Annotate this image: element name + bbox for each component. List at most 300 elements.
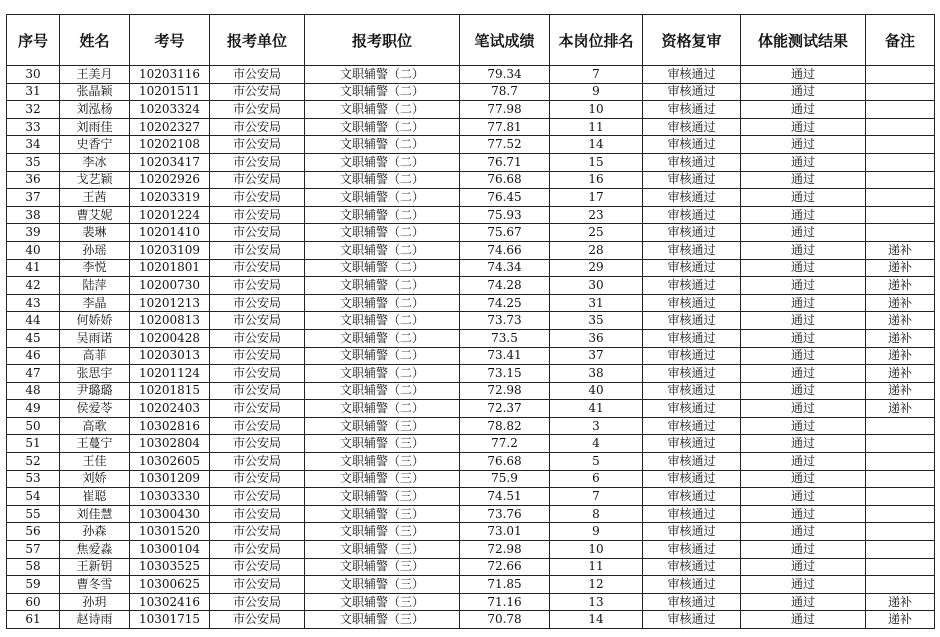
cell-written-score: 74.25 — [460, 294, 550, 312]
cell-seq: 54 — [7, 488, 60, 506]
cell-seq: 53 — [7, 470, 60, 488]
cell-written-score: 74.51 — [460, 488, 550, 506]
cell-name: 孙玥 — [60, 593, 130, 611]
cell-unit: 市公安局 — [210, 118, 305, 136]
cell-name: 曹冬雪 — [60, 576, 130, 594]
cell-written-score: 77.2 — [460, 435, 550, 453]
cell-qualification-review: 审核通过 — [643, 294, 741, 312]
cell-remarks — [866, 558, 935, 576]
cell-qualification-review: 审核通过 — [643, 541, 741, 559]
cell-fitness-result: 通过 — [741, 347, 866, 365]
cell-seq: 34 — [7, 136, 60, 154]
cell-remarks — [866, 83, 935, 101]
cell-written-score: 76.71 — [460, 153, 550, 171]
cell-fitness-result: 通过 — [741, 400, 866, 418]
cell-exam-id: 10202403 — [130, 400, 210, 418]
cell-unit: 市公安局 — [210, 66, 305, 84]
cell-unit: 市公安局 — [210, 101, 305, 119]
cell-unit: 市公安局 — [210, 329, 305, 347]
cell-fitness-result: 通过 — [741, 259, 866, 277]
cell-position: 文职辅警（三） — [305, 488, 460, 506]
cell-unit: 市公安局 — [210, 241, 305, 259]
cell-rank: 4 — [550, 435, 643, 453]
table-row — [7, 136, 935, 154]
cell-qualification-review: 审核通过 — [643, 312, 741, 330]
cell-position: 文职辅警（三） — [305, 435, 460, 453]
cell-qualification-review: 审核通过 — [643, 611, 741, 629]
cell-qualification-review: 审核通过 — [643, 241, 741, 259]
cell-position: 文职辅警（二） — [305, 329, 460, 347]
cell-position: 文职辅警（三） — [305, 576, 460, 594]
cell-seq: 45 — [7, 329, 60, 347]
table-row — [7, 523, 935, 541]
cell-fitness-result: 通过 — [741, 541, 866, 559]
table-row — [7, 488, 935, 506]
table-row — [7, 505, 935, 523]
cell-rank: 11 — [550, 558, 643, 576]
cell-fitness-result: 通过 — [741, 505, 866, 523]
cell-rank: 14 — [550, 611, 643, 629]
cell-qualification-review: 审核通过 — [643, 470, 741, 488]
header-remarks: 备注 — [866, 15, 935, 66]
cell-remarks: 递补 — [866, 294, 935, 312]
cell-remarks — [866, 118, 935, 136]
cell-fitness-result: 通过 — [741, 206, 866, 224]
table-row — [7, 241, 935, 259]
cell-written-score: 73.01 — [460, 523, 550, 541]
table-row — [7, 101, 935, 119]
cell-exam-id: 10201511 — [130, 83, 210, 101]
cell-position: 文职辅警（二） — [305, 277, 460, 295]
table-row — [7, 576, 935, 594]
cell-written-score: 72.98 — [460, 541, 550, 559]
table-body — [7, 66, 935, 629]
cell-seq: 31 — [7, 83, 60, 101]
candidate-roster-table — [6, 14, 935, 629]
table-row — [7, 329, 935, 347]
cell-fitness-result: 通过 — [741, 417, 866, 435]
cell-exam-id: 10201213 — [130, 294, 210, 312]
cell-unit: 市公安局 — [210, 206, 305, 224]
cell-name: 刘娇 — [60, 470, 130, 488]
cell-remarks: 递补 — [866, 400, 935, 418]
cell-unit: 市公安局 — [210, 611, 305, 629]
cell-seq: 50 — [7, 417, 60, 435]
cell-exam-id: 10300430 — [130, 505, 210, 523]
cell-rank: 10 — [550, 541, 643, 559]
cell-qualification-review: 审核通过 — [643, 66, 741, 84]
cell-remarks: 递补 — [866, 329, 935, 347]
cell-remarks — [866, 66, 935, 84]
header-qualification-review: 资格复审 — [643, 15, 741, 66]
table-row — [7, 382, 935, 400]
cell-unit: 市公安局 — [210, 435, 305, 453]
cell-seq: 36 — [7, 171, 60, 189]
cell-fitness-result: 通过 — [741, 523, 866, 541]
cell-seq: 49 — [7, 400, 60, 418]
cell-rank: 40 — [550, 382, 643, 400]
cell-position: 文职辅警（三） — [305, 558, 460, 576]
cell-position: 文职辅警（三） — [305, 505, 460, 523]
header-fitness-result: 体能测试结果 — [741, 15, 866, 66]
cell-position: 文职辅警（二） — [305, 365, 460, 383]
cell-position: 文职辅警（二） — [305, 206, 460, 224]
cell-name: 裴琳 — [60, 224, 130, 242]
cell-rank: 3 — [550, 417, 643, 435]
cell-unit: 市公安局 — [210, 224, 305, 242]
cell-remarks: 递补 — [866, 593, 935, 611]
cell-fitness-result: 通过 — [741, 171, 866, 189]
cell-position: 文职辅警（二） — [305, 171, 460, 189]
cell-rank: 36 — [550, 329, 643, 347]
cell-name: 焦爱淼 — [60, 541, 130, 559]
cell-rank: 9 — [550, 523, 643, 541]
cell-written-score: 74.66 — [460, 241, 550, 259]
cell-written-score: 75.93 — [460, 206, 550, 224]
cell-unit: 市公安局 — [210, 417, 305, 435]
cell-rank: 8 — [550, 505, 643, 523]
cell-position: 文职辅警（二） — [305, 118, 460, 136]
cell-seq: 43 — [7, 294, 60, 312]
cell-written-score: 74.34 — [460, 259, 550, 277]
cell-unit: 市公安局 — [210, 294, 305, 312]
cell-exam-id: 10303330 — [130, 488, 210, 506]
cell-remarks — [866, 453, 935, 471]
cell-seq: 61 — [7, 611, 60, 629]
cell-written-score: 71.16 — [460, 593, 550, 611]
cell-unit: 市公安局 — [210, 576, 305, 594]
table-row — [7, 593, 935, 611]
cell-unit: 市公安局 — [210, 505, 305, 523]
cell-exam-id: 10301209 — [130, 470, 210, 488]
cell-unit: 市公安局 — [210, 189, 305, 207]
cell-qualification-review: 审核通过 — [643, 136, 741, 154]
cell-position: 文职辅警（三） — [305, 417, 460, 435]
cell-unit: 市公安局 — [210, 453, 305, 471]
cell-qualification-review: 审核通过 — [643, 382, 741, 400]
cell-fitness-result: 通过 — [741, 593, 866, 611]
cell-exam-id: 10201224 — [130, 206, 210, 224]
cell-seq: 58 — [7, 558, 60, 576]
header-written-score: 笔试成绩 — [460, 15, 550, 66]
cell-unit: 市公安局 — [210, 400, 305, 418]
table-row — [7, 189, 935, 207]
cell-rank: 9 — [550, 83, 643, 101]
cell-seq: 35 — [7, 153, 60, 171]
table-row — [7, 611, 935, 629]
cell-exam-id: 10302605 — [130, 453, 210, 471]
cell-written-score: 72.98 — [460, 382, 550, 400]
cell-position: 文职辅警（二） — [305, 101, 460, 119]
cell-position: 文职辅警（二） — [305, 294, 460, 312]
cell-name: 陆萍 — [60, 277, 130, 295]
cell-seq: 52 — [7, 453, 60, 471]
cell-name: 尹璐璐 — [60, 382, 130, 400]
table-row — [7, 365, 935, 383]
cell-seq: 39 — [7, 224, 60, 242]
cell-written-score: 73.73 — [460, 312, 550, 330]
cell-fitness-result: 通过 — [741, 576, 866, 594]
cell-unit: 市公安局 — [210, 83, 305, 101]
cell-remarks: 递补 — [866, 259, 935, 277]
cell-rank: 10 — [550, 101, 643, 119]
cell-exam-id: 10302816 — [130, 417, 210, 435]
cell-rank: 35 — [550, 312, 643, 330]
cell-fitness-result: 通过 — [741, 453, 866, 471]
cell-qualification-review: 审核通过 — [643, 329, 741, 347]
cell-fitness-result: 通过 — [741, 365, 866, 383]
cell-qualification-review: 审核通过 — [643, 453, 741, 471]
cell-position: 文职辅警（二） — [305, 153, 460, 171]
cell-rank: 16 — [550, 171, 643, 189]
cell-position: 文职辅警（二） — [305, 382, 460, 400]
cell-remarks — [866, 488, 935, 506]
cell-fitness-result: 通过 — [741, 277, 866, 295]
table-row — [7, 470, 935, 488]
cell-unit: 市公安局 — [210, 558, 305, 576]
cell-rank: 14 — [550, 136, 643, 154]
cell-written-score: 76.68 — [460, 171, 550, 189]
cell-remarks: 递补 — [866, 347, 935, 365]
cell-fitness-result: 通过 — [741, 189, 866, 207]
cell-exam-id: 10302804 — [130, 435, 210, 453]
cell-fitness-result: 通过 — [741, 118, 866, 136]
cell-written-score: 77.98 — [460, 101, 550, 119]
cell-qualification-review: 审核通过 — [643, 153, 741, 171]
table-row — [7, 83, 935, 101]
cell-remarks — [866, 523, 935, 541]
cell-rank: 13 — [550, 593, 643, 611]
table-row — [7, 558, 935, 576]
cell-fitness-result: 通过 — [741, 294, 866, 312]
cell-name: 孙森 — [60, 523, 130, 541]
cell-written-score: 74.28 — [460, 277, 550, 295]
table-row — [7, 277, 935, 295]
cell-unit: 市公安局 — [210, 136, 305, 154]
header-exam-id: 考号 — [130, 15, 210, 66]
header-seq: 序号 — [7, 15, 60, 66]
cell-seq: 38 — [7, 206, 60, 224]
table-row — [7, 153, 935, 171]
cell-remarks — [866, 541, 935, 559]
cell-rank: 6 — [550, 470, 643, 488]
cell-exam-id: 10203417 — [130, 153, 210, 171]
cell-rank: 38 — [550, 365, 643, 383]
table-row — [7, 206, 935, 224]
cell-seq: 55 — [7, 505, 60, 523]
cell-remarks — [866, 435, 935, 453]
cell-unit: 市公安局 — [210, 347, 305, 365]
cell-fitness-result: 通过 — [741, 83, 866, 101]
cell-fitness-result: 通过 — [741, 488, 866, 506]
cell-position: 文职辅警（三） — [305, 541, 460, 559]
cell-position: 文职辅警（二） — [305, 259, 460, 277]
cell-fitness-result: 通过 — [741, 611, 866, 629]
cell-name: 王美月 — [60, 66, 130, 84]
cell-remarks: 递补 — [866, 312, 935, 330]
cell-written-score: 72.37 — [460, 400, 550, 418]
cell-written-score: 72.66 — [460, 558, 550, 576]
cell-position: 文职辅警（二） — [305, 189, 460, 207]
cell-name: 刘泓杨 — [60, 101, 130, 119]
table-row — [7, 400, 935, 418]
cell-exam-id: 10203319 — [130, 189, 210, 207]
cell-unit: 市公安局 — [210, 365, 305, 383]
cell-qualification-review: 审核通过 — [643, 224, 741, 242]
table-row — [7, 435, 935, 453]
cell-written-score: 75.67 — [460, 224, 550, 242]
cell-qualification-review: 审核通过 — [643, 488, 741, 506]
cell-written-score: 73.5 — [460, 329, 550, 347]
cell-rank: 30 — [550, 277, 643, 295]
table-row — [7, 312, 935, 330]
cell-fitness-result: 通过 — [741, 558, 866, 576]
cell-rank: 17 — [550, 189, 643, 207]
cell-rank: 12 — [550, 576, 643, 594]
cell-qualification-review: 审核通过 — [643, 523, 741, 541]
cell-seq: 42 — [7, 277, 60, 295]
cell-seq: 59 — [7, 576, 60, 594]
cell-qualification-review: 审核通过 — [643, 189, 741, 207]
cell-exam-id: 10201815 — [130, 382, 210, 400]
cell-exam-id: 10201124 — [130, 365, 210, 383]
cell-name: 曹艾妮 — [60, 206, 130, 224]
table-row — [7, 347, 935, 365]
cell-name: 张晶颖 — [60, 83, 130, 101]
cell-remarks — [866, 189, 935, 207]
cell-remarks: 递补 — [866, 241, 935, 259]
cell-remarks — [866, 505, 935, 523]
cell-name: 高歌 — [60, 417, 130, 435]
cell-exam-id: 10200730 — [130, 277, 210, 295]
cell-exam-id: 10203324 — [130, 101, 210, 119]
cell-position: 文职辅警（二） — [305, 400, 460, 418]
cell-exam-id: 10201801 — [130, 259, 210, 277]
cell-seq: 44 — [7, 312, 60, 330]
cell-remarks — [866, 576, 935, 594]
cell-unit: 市公安局 — [210, 277, 305, 295]
cell-fitness-result: 通过 — [741, 329, 866, 347]
cell-remarks — [866, 101, 935, 119]
cell-remarks: 递补 — [866, 382, 935, 400]
cell-name: 李冰 — [60, 153, 130, 171]
cell-qualification-review: 审核通过 — [643, 365, 741, 383]
cell-qualification-review: 审核通过 — [643, 171, 741, 189]
cell-remarks — [866, 470, 935, 488]
cell-rank: 37 — [550, 347, 643, 365]
cell-remarks — [866, 136, 935, 154]
cell-exam-id: 10203013 — [130, 347, 210, 365]
cell-name: 王蔓宁 — [60, 435, 130, 453]
header-unit: 报考单位 — [210, 15, 305, 66]
cell-exam-id: 10202926 — [130, 171, 210, 189]
cell-seq: 48 — [7, 382, 60, 400]
cell-unit: 市公安局 — [210, 470, 305, 488]
cell-position: 文职辅警（三） — [305, 453, 460, 471]
cell-name: 王新钥 — [60, 558, 130, 576]
cell-rank: 7 — [550, 66, 643, 84]
cell-rank: 15 — [550, 153, 643, 171]
cell-qualification-review: 审核通过 — [643, 277, 741, 295]
cell-exam-id: 10301520 — [130, 523, 210, 541]
cell-position: 文职辅警（二） — [305, 312, 460, 330]
table-row — [7, 541, 935, 559]
cell-seq: 40 — [7, 241, 60, 259]
cell-remarks: 递补 — [866, 277, 935, 295]
cell-written-score: 78.7 — [460, 83, 550, 101]
cell-written-score: 73.76 — [460, 505, 550, 523]
cell-unit: 市公安局 — [210, 488, 305, 506]
cell-name: 刘佳慧 — [60, 505, 130, 523]
cell-position: 文职辅警（二） — [305, 241, 460, 259]
cell-seq: 57 — [7, 541, 60, 559]
cell-name: 张思宇 — [60, 365, 130, 383]
cell-seq: 41 — [7, 259, 60, 277]
table-row — [7, 259, 935, 277]
cell-seq: 60 — [7, 593, 60, 611]
cell-unit: 市公安局 — [210, 541, 305, 559]
table-row — [7, 294, 935, 312]
cell-name: 崔聪 — [60, 488, 130, 506]
cell-remarks — [866, 206, 935, 224]
cell-position: 文职辅警（三） — [305, 470, 460, 488]
cell-name: 孙瑶 — [60, 241, 130, 259]
cell-qualification-review: 审核通过 — [643, 417, 741, 435]
table-row — [7, 118, 935, 136]
cell-qualification-review: 审核通过 — [643, 593, 741, 611]
cell-position: 文职辅警（二） — [305, 224, 460, 242]
cell-rank: 31 — [550, 294, 643, 312]
cell-rank: 11 — [550, 118, 643, 136]
cell-exam-id: 10202108 — [130, 136, 210, 154]
cell-qualification-review: 审核通过 — [643, 101, 741, 119]
cell-qualification-review: 审核通过 — [643, 83, 741, 101]
cell-position: 文职辅警（三） — [305, 593, 460, 611]
cell-rank: 41 — [550, 400, 643, 418]
cell-written-score: 79.34 — [460, 66, 550, 84]
cell-rank: 28 — [550, 241, 643, 259]
cell-rank: 29 — [550, 259, 643, 277]
cell-position: 文职辅警（三） — [305, 611, 460, 629]
cell-name: 李悦 — [60, 259, 130, 277]
cell-remarks: 递补 — [866, 611, 935, 629]
cell-remarks: 递补 — [866, 365, 935, 383]
cell-rank: 7 — [550, 488, 643, 506]
header-position: 报考职位 — [305, 15, 460, 66]
cell-exam-id: 10203116 — [130, 66, 210, 84]
cell-unit: 市公安局 — [210, 382, 305, 400]
cell-unit: 市公安局 — [210, 171, 305, 189]
cell-qualification-review: 审核通过 — [643, 347, 741, 365]
cell-name: 史香宁 — [60, 136, 130, 154]
cell-fitness-result: 通过 — [741, 66, 866, 84]
cell-unit: 市公安局 — [210, 312, 305, 330]
cell-exam-id: 10200813 — [130, 312, 210, 330]
cell-fitness-result: 通过 — [741, 435, 866, 453]
cell-written-score: 76.68 — [460, 453, 550, 471]
cell-exam-id: 10202327 — [130, 118, 210, 136]
cell-qualification-review: 审核通过 — [643, 400, 741, 418]
cell-written-score: 78.82 — [460, 417, 550, 435]
cell-name: 李晶 — [60, 294, 130, 312]
cell-fitness-result: 通过 — [741, 382, 866, 400]
table-row — [7, 171, 935, 189]
cell-position: 文职辅警（三） — [305, 523, 460, 541]
cell-rank: 5 — [550, 453, 643, 471]
cell-seq: 30 — [7, 66, 60, 84]
cell-position: 文职辅警（二） — [305, 83, 460, 101]
table-row — [7, 66, 935, 84]
